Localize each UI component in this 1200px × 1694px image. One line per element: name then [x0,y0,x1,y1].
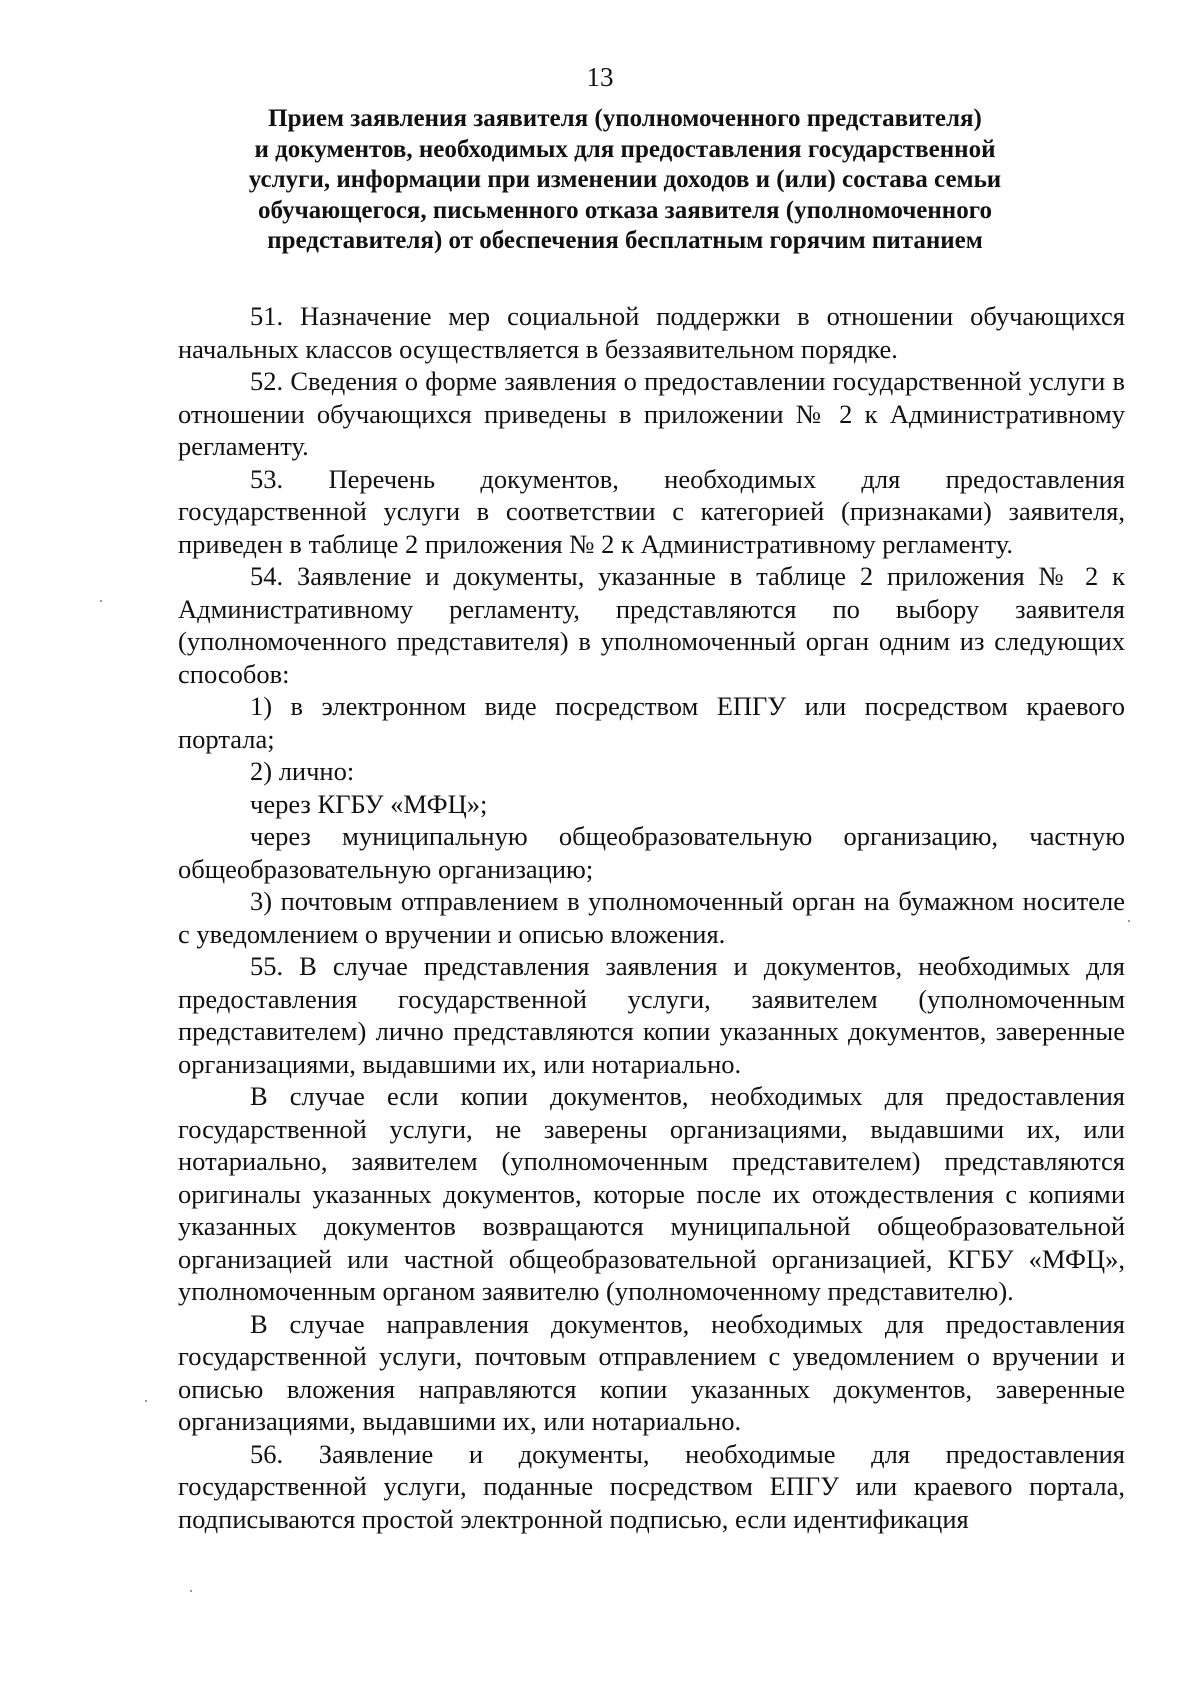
scan-speck [190,1590,192,1592]
paragraph-55: 55. В случае представления заявления и документов, необходимых для предоставления государственной услуги, заявителем (уполномоченным представителем) лично представляются копии указанных документов, заверенные организациями, выдавшими их, или нотариально. [178,951,1125,1079]
list-subitem-mfc: через КГБУ «МФЦ»; [250,788,488,819]
document-body [178,300,1125,1535]
section-heading [170,104,1080,257]
scan-speck [145,1400,147,1402]
paragraph-56: 56. Заявление и документы, необходимые для предоставления государственной услуги, поданные посредством ЕПГУ или краевого портала, подписываются простой электронной подписью, если идентификация [178,1438,1125,1534]
paragraph-55-originals: В случае если копии документов, необходимых для предоставления государственной услуги, не заверены организациями, выдавшими их, или нотариально, заявителем (уполномоченным представителем) представляются оригиналы указанных документов, которые после их отождествления с копиями указанных документов возвращаются муниципальной общеобразовательной организацией или частной общеобразовательной организацией, КГБУ «МФЦ», уполномоченным органом заявителю (уполномоченному представителю). [178,1081,1125,1306]
paragraph-55-mail: В случае направления документов, необходимых для предоставления государственной услуги, почтовым отправлением с уведомлением о вручении и описью вложения направляются копии указанных документов, заверенные организациями, выдавшими их, или нотариально. [178,1308,1125,1436]
page-number: 13 [586,62,614,92]
paragraph-54: 54. Заявление и документы, указанные в таблице 2 приложения № 2 к Административному регламенту, представляются по выбору заявителя (уполномоченного представителя) в уполномоченный орган одним из следующих способов: [178,561,1125,689]
scan-speck [1128,920,1130,922]
list-item-electronic: 1) в электронном виде посредством ЕПГУ или посредством краевого портала; [178,691,1125,754]
heading-line: и документов, необходимых для предоставления государственной [254,135,996,163]
paragraph-53: 53. Перечень документов, необходимых для предоставления государственной услуги в соответствии с категорией (признаками) заявителя, приведен в таблице 2 приложения № 2 к Административному регламенту. [178,463,1125,559]
heading-line: представителя) от обеспечения бесплатным горячим питанием [267,227,983,254]
list-item-mail: 3) почтовым отправлением в уполномоченный орган на бумажном носителе с уведомлением о вручении и описью вложения. [178,886,1125,949]
paragraph-51: 51. Назначение мер социальной поддержки в отношении обучающихся начальных классов осуществляется в беззаявительном порядке. [178,301,1125,364]
list-item-in-person: 2) лично: [250,756,355,786]
heading-line: услуги, информации при изменении доходов и (или) состава семьи [248,166,1002,193]
paragraph-52: 52. Сведения о форме заявления о предоставлении государственной услуги в отношении обучающихся приведены в приложении № 2 к Административному регламенту. [178,366,1125,461]
heading-line: обучающегося, письменного отказа заявителя (уполномоченного [258,196,992,224]
heading-line: Прием заявления заявителя (уполномоченного представителя) [268,105,982,132]
list-subitem-school: через муниципальную общеобразовательную организацию, частную общеобразовательную организацию; [178,821,1125,884]
scan-speck [100,600,102,602]
